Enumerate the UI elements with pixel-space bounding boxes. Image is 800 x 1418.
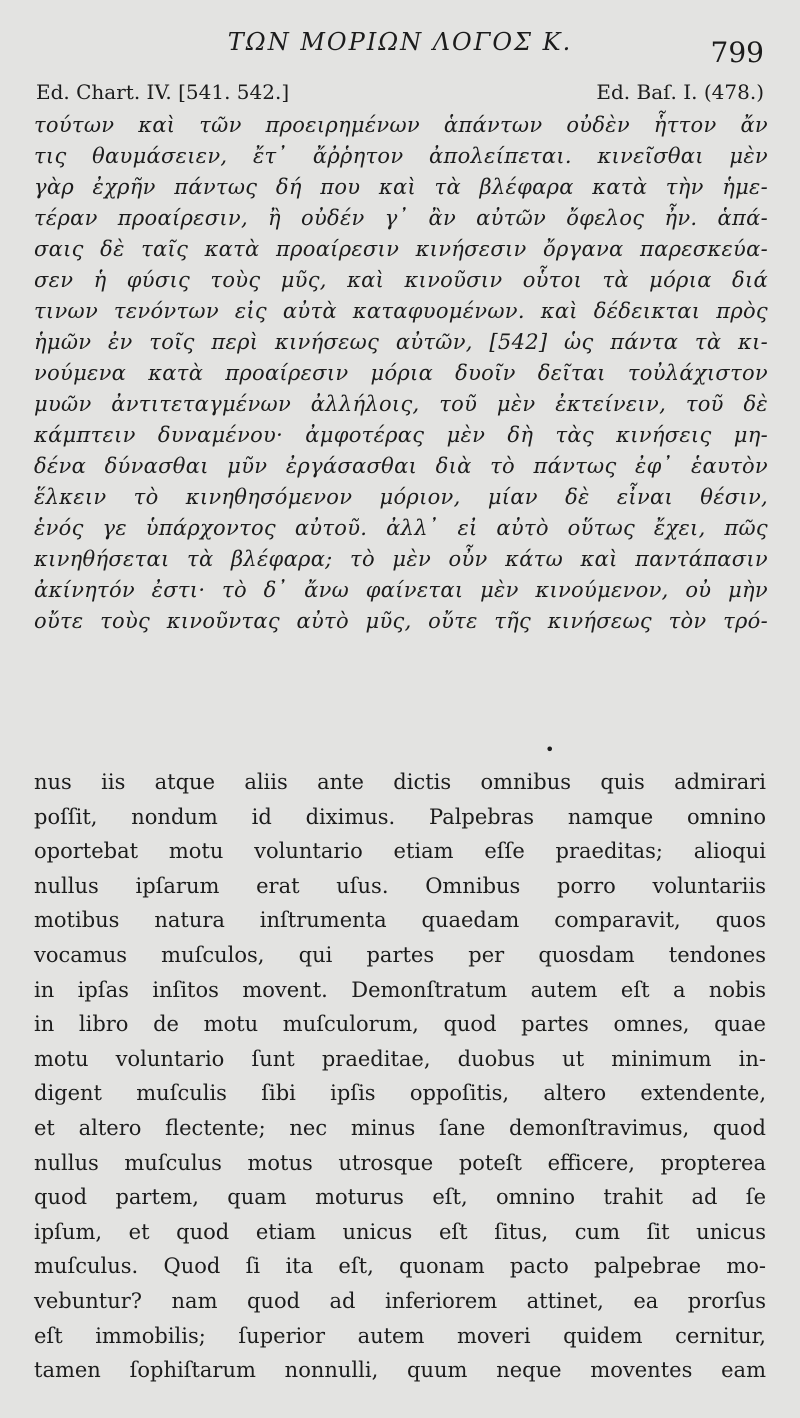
greek-text-line: τις θαυμάσειεν, ἔτ᾽ ἄῤῥητον ἀπολείπεται. κινεῖσθαι μὲν xyxy=(34,144,768,168)
greek-text-line: κινηθήσεται τὰ βλέφαρα; τὸ μὲν οὖν κάτω καὶ παντάπασιν xyxy=(34,547,768,571)
latin-text-line: ipſum, et quod etiam unicus eſt ſitus, cum ſit unicus xyxy=(34,1219,766,1244)
greek-text-line: ἡμῶν ἐν τοῖς περὶ κινήσεως αὐτῶν, [542] ὡς πάντα τὰ κι- xyxy=(34,330,768,354)
latin-text-line: digent muſculis ſibi ipſis oppoſitis, altero extendente, xyxy=(34,1081,766,1106)
greek-text-line: κάμπτειν δυναμένου· ἀμφοτέρας μὲν δὴ τὰς κινήσεις μη- xyxy=(34,423,768,447)
latin-text-line: in ipſas inſitos movent. Demonſtratum autem eſt a nobis xyxy=(34,977,766,1002)
greek-text-line: ἕλκειν τὸ κινηθησόμενον μόριον, μίαν δὲ εἶναι θέσιν, xyxy=(34,485,768,509)
greek-text-line: μυῶν ἀντιτεταγμένων ἀλλήλοις, τοῦ μὲν ἐκτείνειν, τοῦ δὲ xyxy=(34,392,768,416)
greek-text-line: σαις δὲ ταῖς κατὰ προαίρεσιν κινήσεσιν ὄργανα παρεσκεύα- xyxy=(34,237,768,261)
latin-text-line: et altero flectente; nec minus ſane demonſtravimus, quod xyxy=(34,1115,766,1140)
greek-text-line: τινων τενόντων εἰς αὐτὰ καταφυομένων. καὶ δέδεικται πρὸς xyxy=(34,299,768,323)
latin-text-line: nullus ipſarum erat uſus. Omnibus porro voluntariis xyxy=(34,873,766,898)
latin-text-line: motibus natura inſtrumenta quaedam comparavit, quos xyxy=(34,908,766,933)
section-divider-dot: • xyxy=(545,740,555,759)
latin-text-line: nullus muſculus motus utrosque poteſt efficere, propterea xyxy=(34,1150,766,1175)
latin-text-line: motu voluntario ſunt praeditae, duobus ut minimum in- xyxy=(34,1046,766,1071)
latin-text-line: vocamus muſculos, qui partes per quosdam tendones xyxy=(34,942,766,967)
latin-text-line: tamen ſophiſtarum nonnulli, quum neque moventes eam xyxy=(34,1358,766,1383)
greek-text-line: σεν ἡ φύσις τοὺς μῦς, καὶ κινοῦσιν οὗτοι τὰ μόρια διά xyxy=(34,268,768,292)
latin-text-line: eſt immobilis; ſuperior autem moveri quidem cernitur, xyxy=(34,1323,766,1348)
running-title: ΤΩΝ ΜΟΡΙΩΝ ΛΟΓΟΣ Κ. xyxy=(227,28,573,56)
greek-text-line: τέραν προαίρεσιν, ἢ οὐδέν γ᾽ ἂν αὐτῶν ὄφελος ἦν. ἁπά- xyxy=(34,206,768,230)
greek-text-line: νούμενα κατὰ προαίρεσιν μόρια δυοῖν δεῖται τοὐλάχιστον xyxy=(34,361,768,385)
latin-text-block xyxy=(34,765,766,1388)
page-number: 799 xyxy=(710,36,764,69)
latin-text-line: in libro de motu muſculorum, quod partes omnes, quae xyxy=(34,1012,766,1037)
latin-text-line: muſculus. Quod ſi ita eſt, quonam pacto palpebrae mo- xyxy=(34,1254,766,1279)
latin-text-line: oportebat motu voluntario etiam eſſe praeditas; alioqui xyxy=(34,839,766,864)
greek-text-block xyxy=(34,110,768,637)
greek-text-line: ἀκίνητόν ἐστι· τὸ δ᾽ ἄνω φαίνεται μὲν κινούμενον, οὐ μὴν xyxy=(34,578,768,602)
greek-text-line: οὔτε τοὺς κινοῦντας αὐτὸ μῦς, οὔτε τῆς κινήσεως τὸν τρό- xyxy=(34,609,768,633)
greek-text-line: τούτων καὶ τῶν προειρημένων ἁπάντων οὐδὲν ἧττον ἄν xyxy=(34,113,768,137)
latin-text-line: quod partem, quam moturus eſt, omnino trahit ad ſe xyxy=(34,1185,766,1210)
greek-text-line: γὰρ ἐχρῆν πάντως δή που καὶ τὰ βλέφαρα κατὰ τὴν ἡμε- xyxy=(34,175,768,199)
latin-text-line: nus iis atque aliis ante dictis omnibus quis admirari xyxy=(34,770,766,794)
latin-text-line: vebuntur? nam quod ad inferiorem attinet, ea prorſus xyxy=(34,1288,766,1313)
greek-text-line: ἑνός γε ὑπάρχοντος αὐτοῦ. ἀλλ᾽ εἰ αὐτὸ οὕτως ἔχει, πῶς xyxy=(34,516,768,540)
edition-reference-chartier: Ed. Chart. IV. [541. 542.] xyxy=(36,80,290,104)
greek-text-line: δένα δύνασθαι μῦν ἐργάσασθαι διὰ τὸ πάντως ἐφ᾽ ἑαυτὸν xyxy=(34,454,768,478)
latin-text-line: poſſit, nondum id diximus. Palpebras namque omnino xyxy=(34,804,766,829)
edition-reference-basel: Ed. Baſ. I. (478.) xyxy=(596,80,764,104)
